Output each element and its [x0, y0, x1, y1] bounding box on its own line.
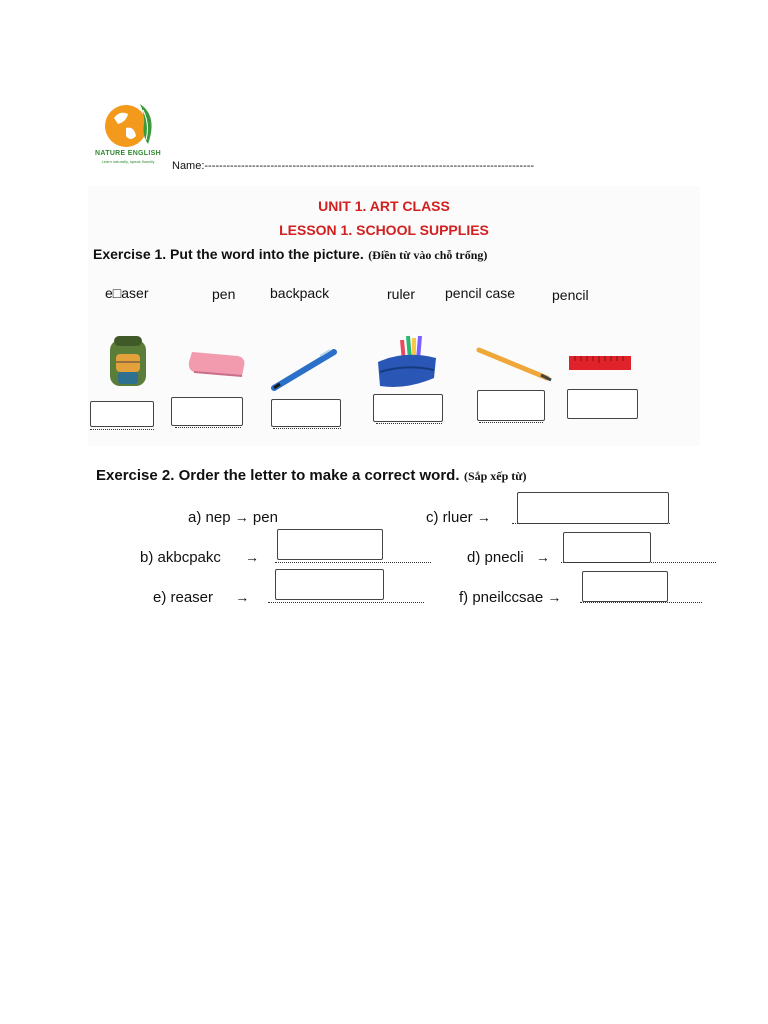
lesson-title: LESSON 1. SCHOOL SUPPLIES	[279, 222, 489, 238]
arrow-icon: →	[245, 549, 260, 565]
question-c	[426, 509, 491, 526]
answer-box-ruler[interactable]	[567, 389, 638, 419]
answer-line-b	[275, 562, 431, 563]
exercise-2-note: (Sắp xếp từ)	[463, 469, 527, 483]
answer-box-f[interactable]	[582, 571, 668, 602]
answer-box-pencil[interactable]	[477, 390, 545, 421]
question-a-answer: pen	[252, 509, 278, 526]
question-e	[153, 589, 249, 606]
word-pen: pen	[212, 286, 236, 302]
answer-box-e[interactable]	[275, 569, 384, 600]
arrow-icon: →	[535, 549, 550, 565]
exercise-2-title: Exercise 2. Order the letter to make a correct word.	[96, 467, 460, 484]
arrow-icon: →	[547, 589, 562, 605]
question-b	[140, 549, 259, 566]
answer-line-pencil	[479, 422, 543, 423]
word-backpack: backpack	[270, 285, 330, 301]
exercise-2-heading	[96, 467, 527, 485]
word-pencil: pencil	[552, 287, 589, 303]
name-field-label: Name:------------------------------------------------------------------------------------------	[172, 160, 535, 172]
question-d	[467, 549, 550, 566]
question-f	[459, 589, 561, 606]
question-c-label: c) rluer	[426, 509, 473, 526]
answer-line-d	[561, 562, 716, 563]
pencil-icon	[475, 346, 555, 387]
answer-box-backpack[interactable]	[90, 401, 154, 427]
question-d-label: d) pnecli	[467, 549, 524, 566]
logo-brand: NATURE ENGLISH	[95, 150, 161, 157]
ruler-icon	[569, 356, 631, 375]
word-pencil-case: pencil case	[445, 285, 516, 301]
answer-line-f	[580, 602, 702, 603]
answer-line-c	[512, 523, 670, 524]
exercise-1-title: Exercise 1. Put the word into the picture.	[93, 246, 364, 262]
answer-line-e	[268, 602, 424, 603]
question-b-label: b) akbcpakc	[140, 549, 221, 566]
answer-box-eraser[interactable]	[171, 397, 243, 426]
arrow-icon: →	[234, 509, 249, 525]
answer-box-d[interactable]	[563, 532, 651, 563]
exercise-1-heading	[93, 246, 487, 264]
answer-box-pen[interactable]	[271, 399, 341, 427]
arrow-icon: →	[476, 509, 491, 525]
answer-line-eraser	[175, 427, 241, 428]
unit-title: UNIT 1. ART CLASS	[318, 198, 450, 214]
word-ruler: ruler	[387, 286, 416, 302]
word-eraser: e□aser	[105, 285, 149, 301]
question-e-label: e) reaser	[153, 589, 214, 606]
answer-box-b[interactable]	[277, 529, 383, 560]
eraser-icon	[186, 346, 248, 387]
answer-line-pen	[273, 428, 341, 429]
pen-icon	[270, 346, 342, 397]
answer-line-pencil-case	[376, 423, 442, 424]
answer-box-pencil-case[interactable]	[373, 394, 443, 422]
question-a	[188, 509, 278, 526]
question-f-label: f) pneilccsae	[459, 589, 544, 606]
answer-line-backpack	[90, 429, 154, 430]
logo-tagline: Learn naturally, speak fluently	[101, 159, 155, 164]
question-a-label: a) nep	[188, 509, 231, 526]
pencil-case-icon	[374, 332, 440, 395]
exercise-1-note: (Điền từ vào chỗ trống)	[368, 248, 488, 262]
backpack-icon	[104, 334, 152, 395]
answer-box-c[interactable]	[517, 492, 669, 524]
arrow-icon: →	[235, 589, 250, 605]
